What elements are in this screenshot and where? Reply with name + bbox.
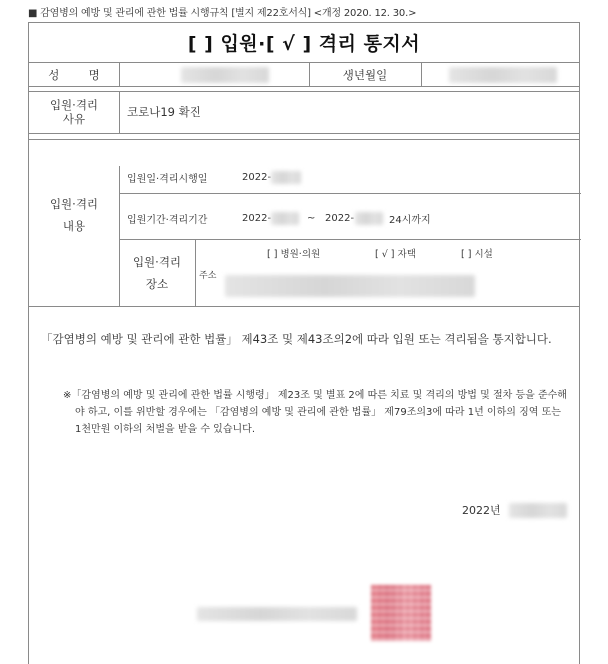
penalty-note: ※「감염병의 예방 및 관리에 관한 법률 시행령」 제23조 및 별표 2에 따른 치료 및 격리의 방법 및 절차 등을 준수해야 하고, 이를 위반할 경우에는 「감염병의 예방 및 관리에 관한 법률」 제79조의3에 따라 1년 이하의 징역 또는 1천만원 이하의 처벌을 받을 수 있습니다.	[63, 390, 567, 435]
issue-date-redacted	[509, 503, 567, 518]
address-redacted	[225, 275, 475, 297]
start-date-redacted	[271, 171, 301, 184]
birth-label: 생년월일	[342, 67, 388, 82]
form-title: [ ] 입원·[ √ ] 격리 통지서	[29, 23, 579, 63]
official-seal-redacted	[371, 585, 431, 641]
period-to-redacted	[355, 212, 383, 225]
notice-body-text: 「감염병의 예방 및 관리에 관한 법률」 제43조 및 제43조의2에 따라 입원 또는 격리됨을 통지합니다.	[41, 332, 552, 346]
place-option-facility: [ ] 시설	[461, 249, 493, 260]
period-from: 2022-	[242, 212, 272, 224]
period-from-redacted	[271, 212, 299, 225]
period-to: 2022-	[325, 212, 355, 224]
place-option-home: [ √ ] 자택	[375, 249, 416, 260]
period-separator: ~	[307, 212, 316, 224]
period-label: 입원기간·격리기간	[127, 214, 208, 226]
reason-label: 입원·격리 사유	[49, 98, 99, 126]
content-label: 입원·격리 내용	[49, 197, 99, 233]
name-label: 성 명	[48, 67, 100, 82]
place-option-hospital: [ ] 병원·의원	[267, 249, 321, 260]
name-redacted	[181, 67, 269, 83]
address-label: 주소	[199, 270, 217, 281]
place-label: 입원·격리 장소	[132, 254, 182, 291]
start-value: 2022-	[242, 171, 272, 183]
period-suffix: 24시까지	[389, 214, 431, 226]
reason-value: 코로나19 확진	[127, 105, 201, 119]
start-label: 입원일·격리시행일	[127, 173, 208, 185]
birth-redacted	[449, 67, 557, 83]
form-header-note: ■ 감염병의 예방 및 관리에 관한 법률 시행규칙 [별지 제22호서식] <개정 2020. 12. 30.>	[28, 8, 417, 19]
issue-date-year: 2022년	[462, 504, 501, 517]
notice-form	[28, 22, 580, 664]
issuer-name-redacted	[197, 607, 357, 621]
